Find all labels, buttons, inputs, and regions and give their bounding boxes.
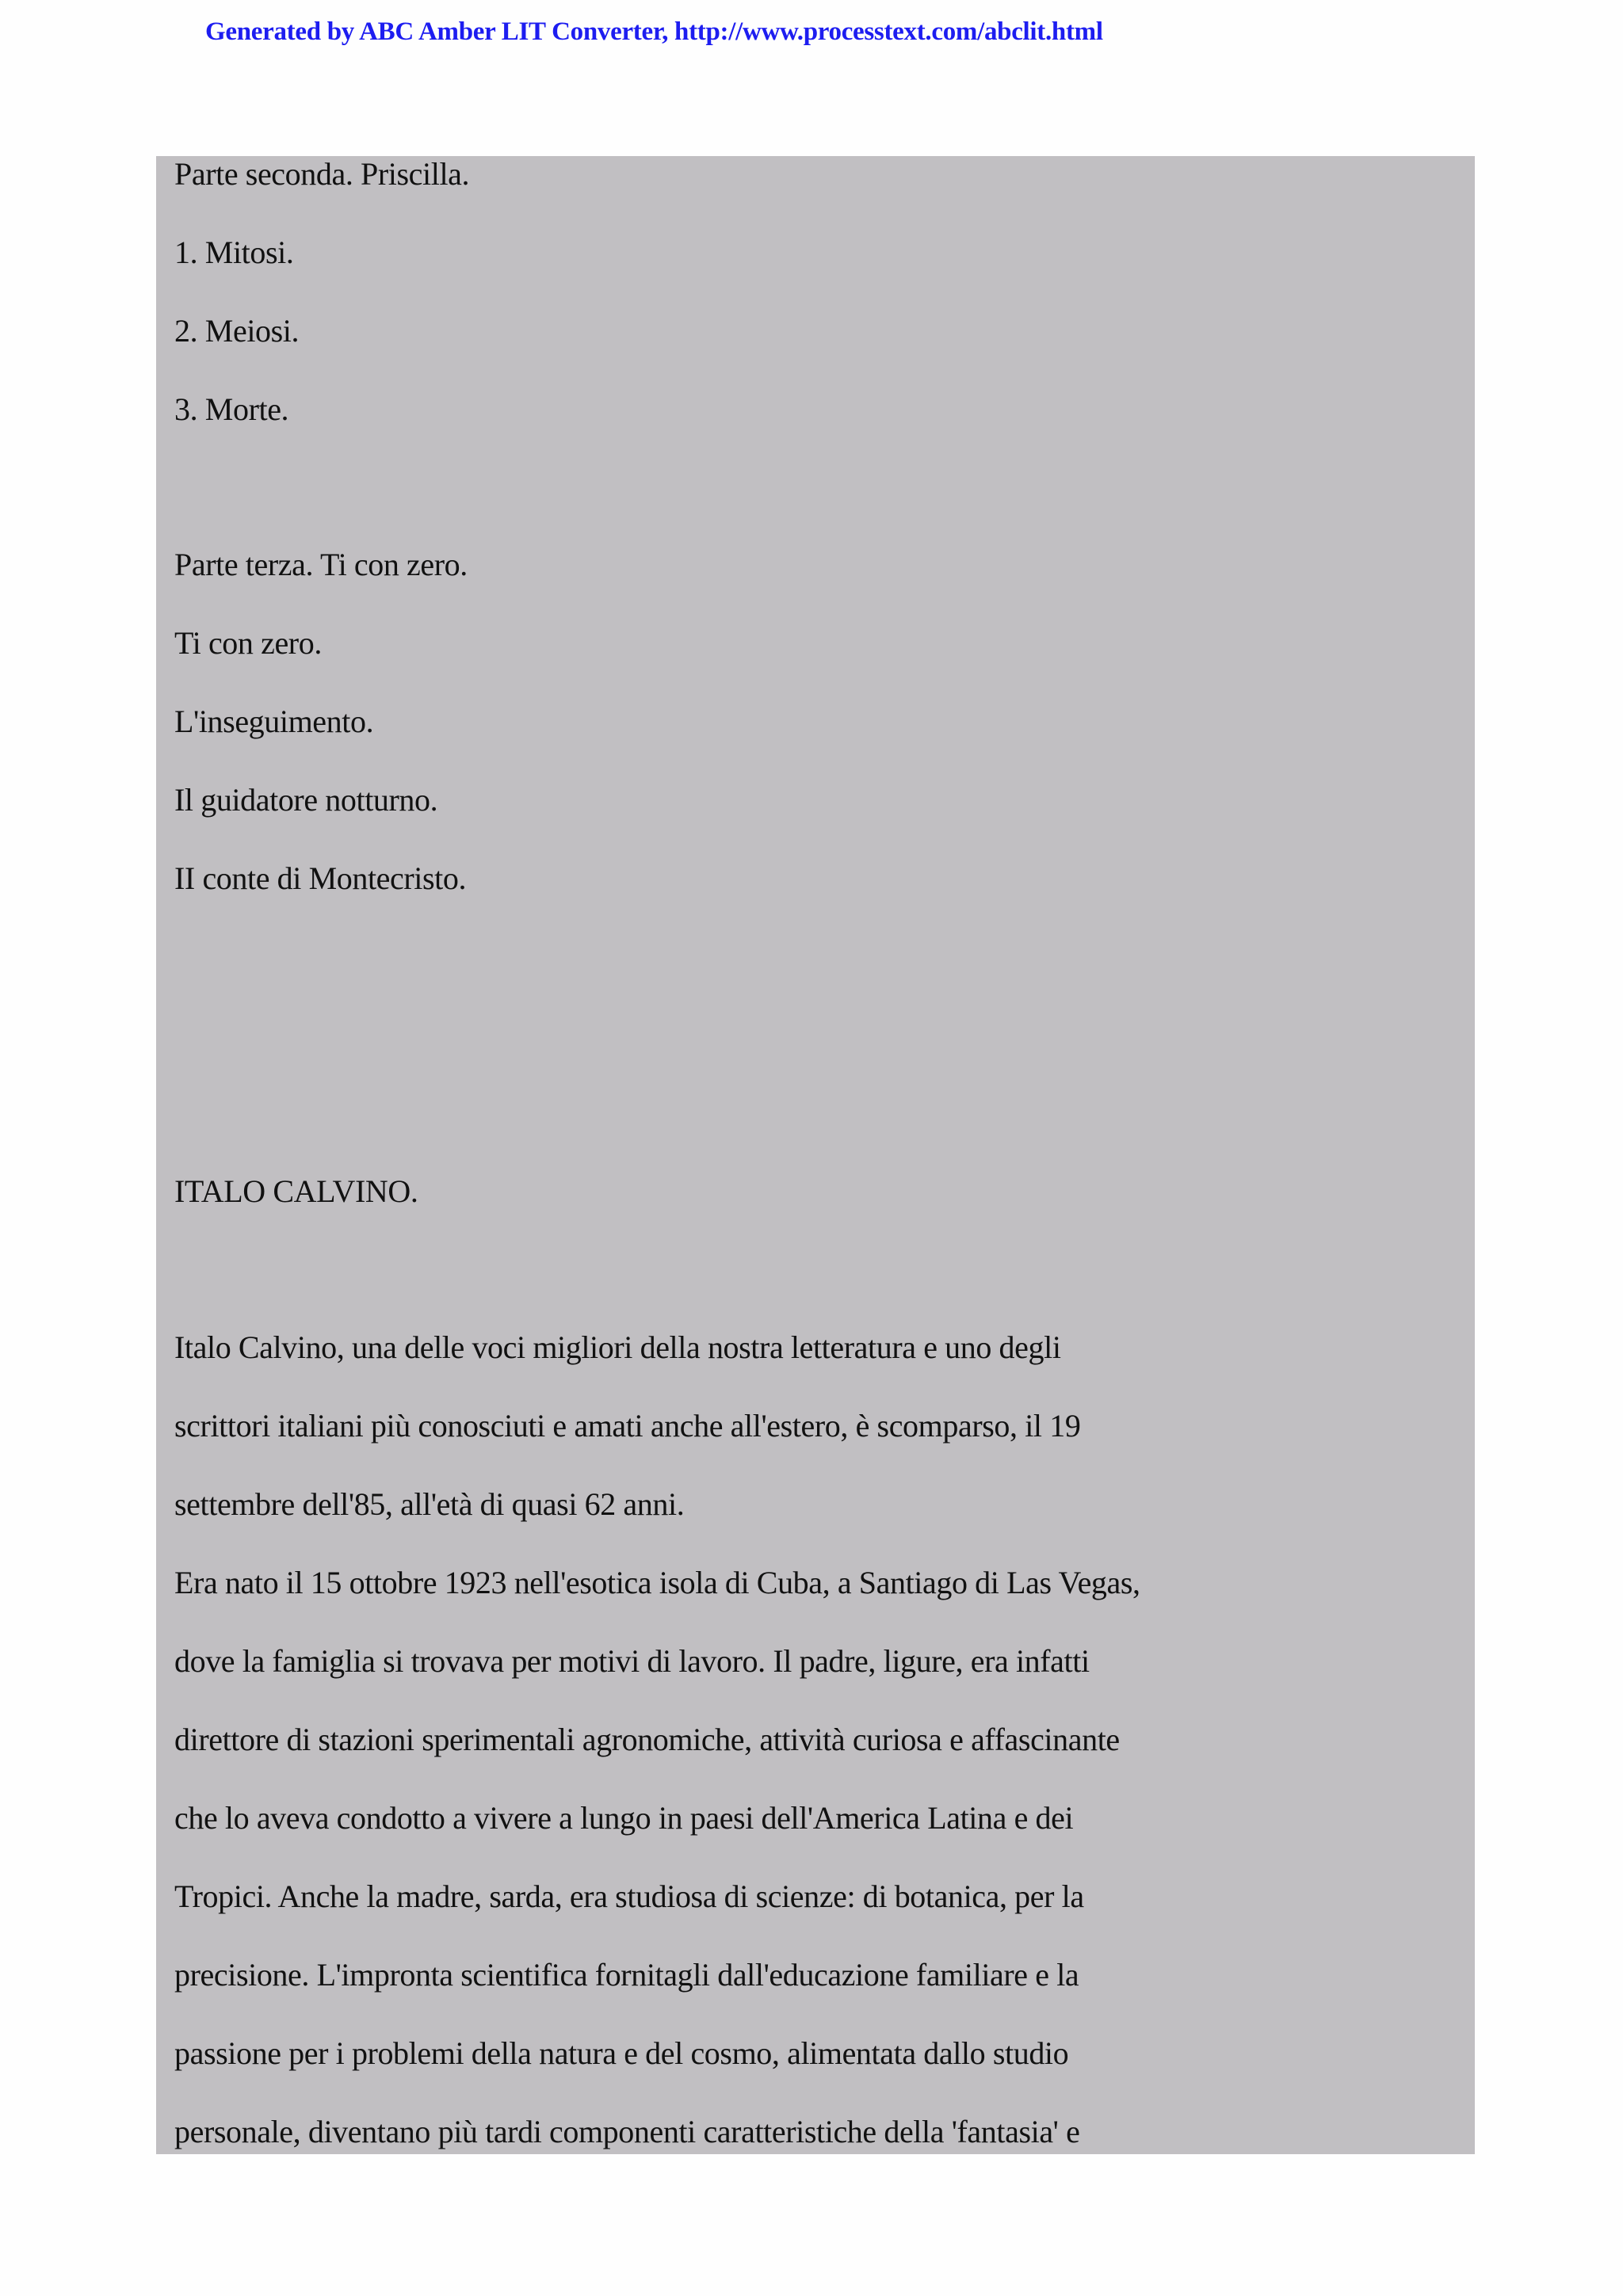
converter-header-link[interactable]: Generated by ABC Amber LIT Converter, http://www.processtext.com/abclit.html (205, 17, 1103, 46)
body-text-line: settembre dell'85, all'età di quasi 62 anni. (174, 1486, 685, 1522)
toc-item-guidatore-notturno: Il guidatore notturno. (174, 782, 438, 818)
body-text-line: passione per i problemi della natura e del cosmo, alimentata dallo studio (174, 2035, 1069, 2071)
body-text-line: precisione. L'impronta scientifica fornitagli dall'educazione familiare e la (174, 1957, 1079, 1993)
body-text-line: scrittori italiani più conosciuti e amati anche all'estero, è scomparso, il 19 (174, 1408, 1081, 1444)
toc-item-inseguimento: L'inseguimento. (174, 704, 374, 739)
body-text-line: personale, diventano più tardi componenti caratteristiche della 'fantasia' e (174, 2114, 1080, 2149)
toc-heading-parte-seconda: Parte seconda. Priscilla. (174, 156, 470, 192)
toc-heading-parte-terza: Parte terza. Ti con zero. (174, 547, 468, 582)
body-text-line: direttore di stazioni sperimentali agronomiche, attività curiosa e affascinante (174, 1722, 1120, 1757)
document-page-content (156, 156, 1475, 2154)
section-title-italo-calvino: ITALO CALVINO. (174, 1173, 418, 1209)
body-text-line: Italo Calvino, una delle voci migliori della nostra letteratura e uno degli (174, 1329, 1061, 1365)
body-text-line: che lo aveva condotto a vivere a lungo in paesi dell'America Latina e dei (174, 1800, 1074, 1836)
toc-item-conte-montecristo: II conte di Montecristo. (174, 860, 467, 896)
toc-item-morte: 3. Morte. (174, 391, 289, 427)
toc-item-mitosi: 1. Mitosi. (174, 235, 294, 270)
body-text-line: Tropici. Anche la madre, sarda, era studiosa di scienze: di botanica, per la (174, 1878, 1084, 1914)
body-text-line: Era nato il 15 ottobre 1923 nell'esotica isola di Cuba, a Santiago di Las Vegas, (174, 1565, 1140, 1600)
toc-item-meiosi: 2. Meiosi. (174, 313, 300, 349)
toc-item-ti-con-zero: Ti con zero. (174, 625, 322, 661)
body-text-line: dove la famiglia si trovava per motivi di lavoro. Il padre, ligure, era infatti (174, 1643, 1090, 1679)
